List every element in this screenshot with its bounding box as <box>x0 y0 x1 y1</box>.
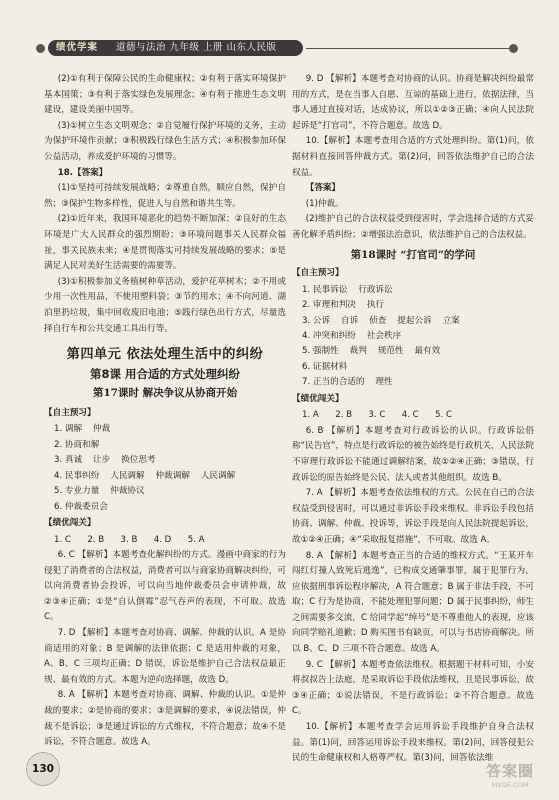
answer-paragraph: (2)①近年来，我国环境恶化的趋势不断加深；②良好的生态环境是广大人民群众的强烈期盼；③环境问题事关人民群众福祉，事关民族未来；④是贯彻落实可持续发展战略的要求；⑤是满足人民对美好生活需要的需要等。 <box>44 214 286 272</box>
analysis-paragraph: 6. C 【解析】本题考查化解纠纷的方式。漫画中商家的行为侵犯了消费者的合法权益，消费者可以与商家协商解决纠纷，可以向消费者协会投诉，可以向当地仲裁委员会申请仲裁，故②③④正确；①是“自认倒霉”忍气吞声的表现，不可取。故选 C。 <box>44 550 286 623</box>
preview-label: 【自主预习】 <box>44 407 96 418</box>
q10-answer-label: 【答案】 <box>305 183 341 194</box>
analysis-paragraph: 10.【解析】本题考查用合适的方式处理纠纷。第(1)问，依据材料直接回答仲裁方式。第(2)问，回答依法维护自己的合法权益。 <box>292 136 534 178</box>
analysis-paragraph: 8. A 【解析】本题考查对协商、调解、仲裁的认识。①是仲裁的要求；②是协商的要求；③是调解的要求，④说法错误，仲裁不是诉讼；③是通过诉讼的方式维权，不符合题意；故④不是诉讼，不符合题意。故选 A。 <box>44 690 286 748</box>
lesson-title: 第8课 用合适的方式处理纠纷 <box>89 366 240 381</box>
page-header <box>30 38 530 60</box>
answer-paragraph: (3)①树立生态文明观念；②自觉履行保护环境的义务，主动为保护环境作贡献；③积极践行绿色生活方式；④积极参加环保公益活动，养成爱护环境的习惯等。 <box>44 120 286 162</box>
analysis-paragraph: 7. A 【解析】本题考查依法维权的方式。公民在自己的合法权益受到侵害时，可以通过非诉讼手段来维权。非诉讼手段包括协商、调解、仲裁、投诉等，诉讼手段是向人民法院提起诉讼，故①②④正确；④“采取报复措施”，不可取。故选 A。 <box>292 488 534 545</box>
analysis-paragraph: 9. D 【解析】本题考查对协商的认识。协商是解决纠纷最常用的方式，是在当事人自愿、互谅的基础上进行，依据法律，当事人通过直接对话，达成协议，所以①②③正确；④向人民法院起诉是“打官司”，不符合题意。故选 D。 <box>292 74 534 131</box>
right-column <box>292 72 534 767</box>
preview-item: 5. 专业力量 仲裁协议 <box>54 486 145 497</box>
preview-item: 3. 真诚 让步 换位思考 <box>54 455 156 466</box>
q18-answer-label: 18.【答案】 <box>57 167 108 178</box>
practice-answers: 1. C 2. B 3. B 4. D 5. A <box>54 534 205 545</box>
answer-paragraph: (3)①积极参加义务植树种草活动，爱护花草树木；②不用或少用一次性用品，不使用塑料袋；③节约用水；④不向河道、湖泊里扔垃圾，集中回收废旧电池；⑤践行绿色出行方式，尽量选择自行车和公共交通工具出行等。 <box>44 276 286 334</box>
preview-item: 6. 证据材料 <box>302 361 348 372</box>
practice-answers: 1. A 2. B 3. C 4. C 5. C <box>302 410 452 421</box>
practice-label: 【绩优闯关】 <box>292 393 344 404</box>
analysis-paragraph: 9. C 【解析】本题考查依法维权。根据题干材料可知，小安将叔叔告上法庭，是采取诉讼手段依法维权，且是民事诉讼，故③④正确；①说法错误，不是行政诉讼；②不符合题意。故选 C。 <box>292 659 534 717</box>
preview-item: 1. 调解 仲裁 <box>54 424 111 435</box>
preview-item: 4. 民事纠纷 人民调解 仲裁调解 人民调解 <box>54 470 236 481</box>
header-dot-right <box>509 44 518 53</box>
preview-item: 4. 冲突和纠纷 社会秩序 <box>302 330 402 341</box>
analysis-paragraph: 6. B 【解析】本题考查对行政诉讼的认识。行政诉讼俗称“民告官”，特点是行政诉讼的被告始终是行政机关，人民法院不审理行政诉讼不能通过调解结案，故①②④正确；③错误，行政诉讼的原告始终是公民、法人或者其他组织。故选 B。 <box>292 425 534 483</box>
header-rule <box>306 48 511 49</box>
analysis-paragraph: 10.【解析】本题考查学会运用诉讼手段维护自身合法权益。第(1)问，回答运用诉讼手段来维权。第(2)问，回答侵犯公民的生命健康权和人格尊严权。第(3)问，回答依法维 <box>292 722 534 764</box>
preview-item: 2. 审理和判决 执行 <box>302 300 385 311</box>
watermark <box>470 762 550 792</box>
watermark-sub: MXQE.COM <box>491 781 529 789</box>
preview-item: 5. 强制性 裁判 规范性 最有效 <box>302 346 441 357</box>
hour-title: 第18课时 “打官司”的学问 <box>350 248 476 261</box>
page-number: 130 <box>26 752 60 786</box>
answer-paragraph: (2)①有利于保障公民的生命健康权；②有利于落实环境保护基本国策；③有利于落实绿色发展理念；④有利于推进生态文明建设，建设美丽中国等。 <box>44 74 286 116</box>
header-course: 道德与法治 九年级 上册 山东人民版 <box>116 42 277 53</box>
header-brand: 绩优学案 <box>56 42 99 53</box>
header-dot-left <box>36 44 45 53</box>
answer-paragraph: (1)①坚持可持续发展战略；②尊重自然，顺应自然，保护自然；③保护生物多样性，促进人与自然和谐共生等。 <box>44 183 286 209</box>
answer-paragraph: (2)维护自己的合法权益受到侵害时，学会选择合适的方式妥善化解矛盾纠纷；②增强法治意识，依法维护自己的合法权益。 <box>292 214 534 240</box>
analysis-paragraph: 8. A 【解析】本题考查正当的合适的维权方式。“王某开车闯红灯撞人致死后逃逸”，已构成交通肇事罪，属于犯罪行为，应依据刑事诉讼程序解决，A 符合题意；B 属于非法手段，不可取；C 行为是协商，不能处理犯罪问题；D 属于民事纠纷，师生之间需要多交流，C 给同学起“绰号”是不尊重他人的表现，应该向同学赔礼道歉；D 购买图书有缺页，可以与书店协商解决。所以 B、C、D 三项不符合题意。故选 A。 <box>292 550 534 655</box>
analysis-paragraph: 7. D 【解析】本题考查对协商、调解、仲裁的认识。A 是协商适用的对象；B 是调解的法律依据；C 是适用仲裁的对象，A、B、C 三项均正确；D 错误，诉讼是维护自己合法权益最正规、最有效的方式。本题为逆向选择题，故选 D。 <box>44 628 286 685</box>
preview-item: 2. 协商和解 <box>54 439 100 450</box>
preview-item: 7. 正当的合适的 理性 <box>302 377 393 388</box>
preview-label: 【自主预习】 <box>292 268 344 279</box>
answer-paragraph: (1)仲裁。 <box>305 198 344 209</box>
preview-item: 1. 民事诉讼 行政诉讼 <box>302 284 393 295</box>
hour-title: 第17课时 解决争议从协商开始 <box>92 387 238 400</box>
unit-title: 第四单元 依法处理生活中的纠纷 <box>66 347 264 363</box>
practice-label: 【绩优闯关】 <box>44 517 96 528</box>
left-column <box>44 72 286 751</box>
preview-item: 6. 仲裁委员会 <box>54 501 108 512</box>
watermark-main: 答案圈 <box>485 762 534 780</box>
preview-item: 3. 公诉 自诉 侦查 提起公诉 立案 <box>302 315 460 326</box>
